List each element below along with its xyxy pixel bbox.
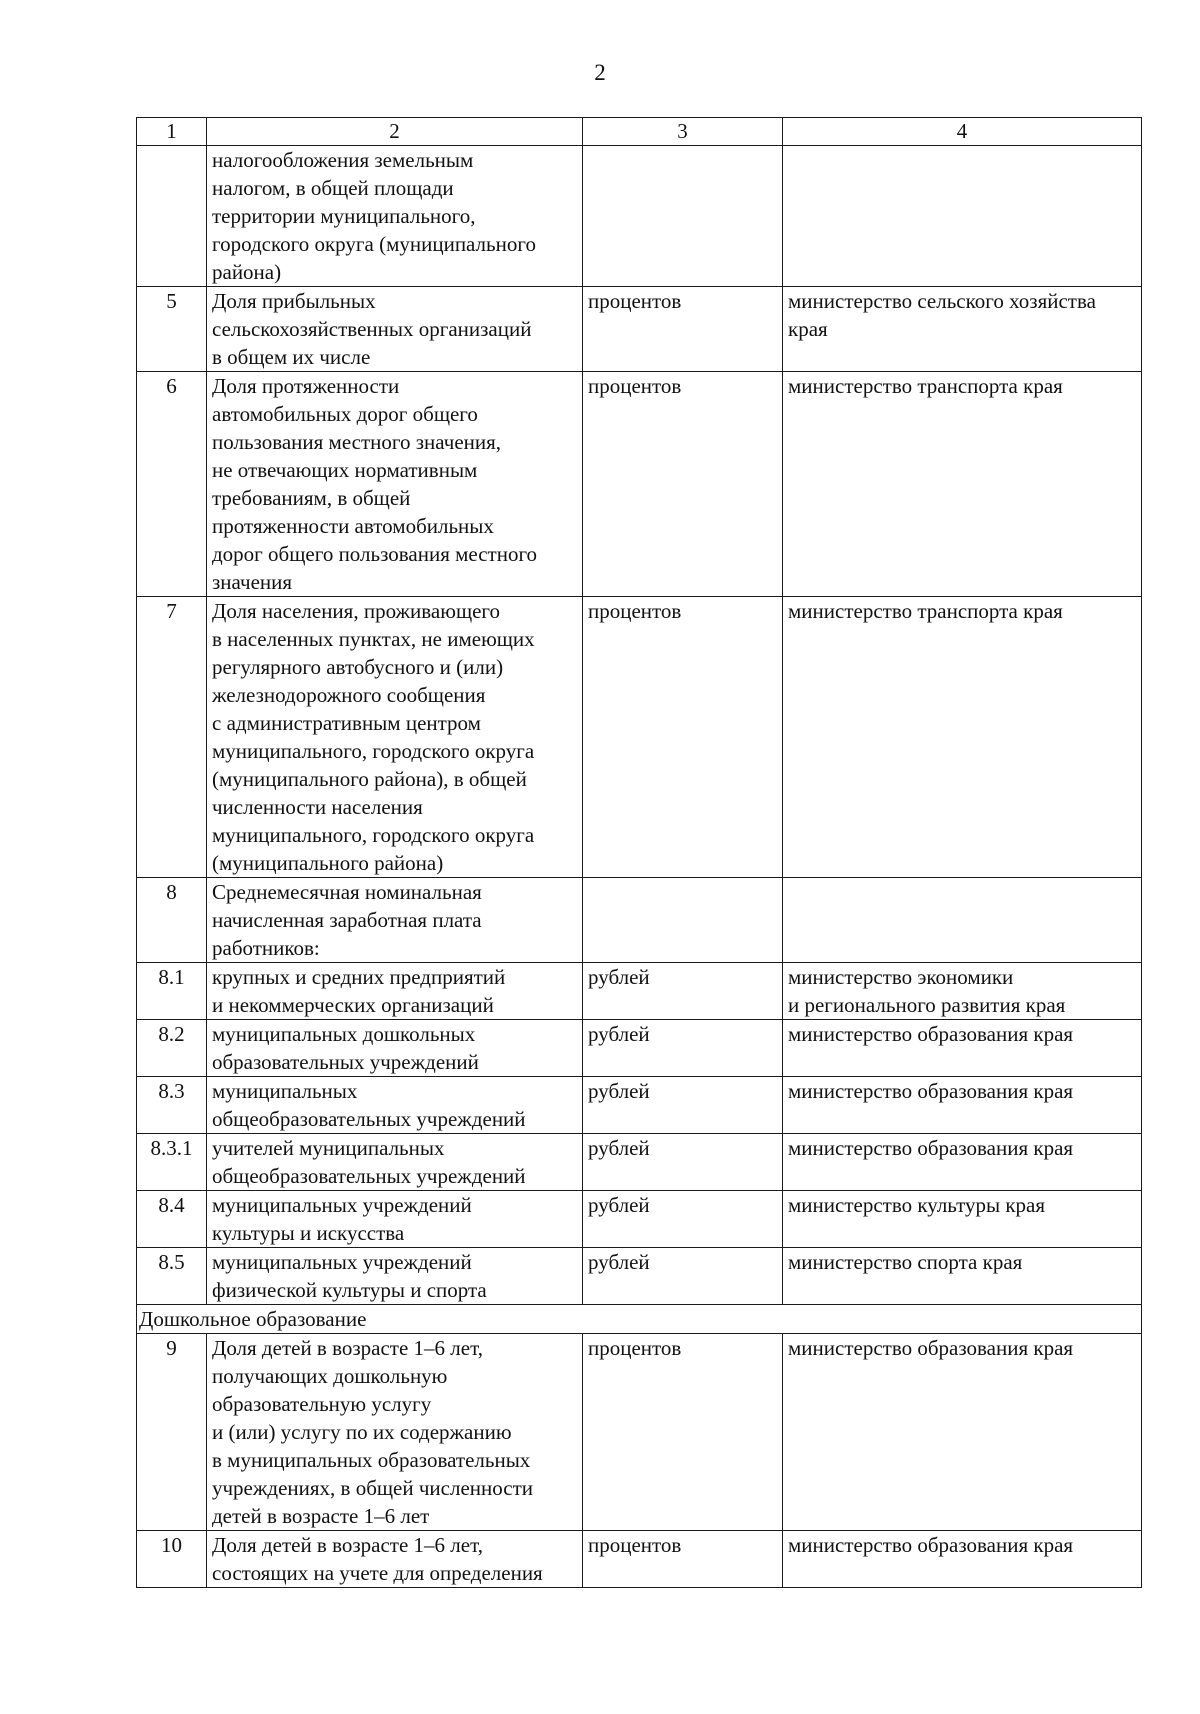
row-number: 10	[137, 1531, 207, 1588]
table-row	[137, 1334, 1142, 1531]
responsible-agency: министерство транспорта края	[783, 597, 1142, 878]
responsible-agency: министерство транспорта края	[783, 372, 1142, 597]
indicator-name: Доля прибыльных сельскохозяйственных организаций в общем их числе	[207, 287, 583, 372]
unit: рублей	[583, 1020, 783, 1077]
table-header-row	[137, 118, 1142, 146]
table-row	[137, 287, 1142, 372]
column-header-unit: 3	[583, 118, 783, 146]
indicator-name: Доля населения, проживающего в населенных пунктах, не имеющих регулярного автобусного и (или) железнодорожного сообщения с административным центром муниципального, городского округа (муниципального района), в общей численности населения муниципального, городского округа (муниципального района)	[207, 597, 583, 878]
indicator-name: крупных и средних предприятий и некоммерческих организаций	[207, 963, 583, 1020]
unit: процентов	[583, 372, 783, 597]
row-number: 6	[137, 372, 207, 597]
row-number: 8.1	[137, 963, 207, 1020]
row-number: 8.4	[137, 1191, 207, 1248]
responsible-agency: министерство образования края	[783, 1334, 1142, 1531]
row-number: 9	[137, 1334, 207, 1531]
table-row	[137, 878, 1142, 963]
responsible-agency	[783, 146, 1142, 287]
table-row	[137, 1134, 1142, 1191]
table-row	[137, 1531, 1142, 1588]
responsible-agency: министерство образования края	[783, 1077, 1142, 1134]
row-number: 8.3.1	[137, 1134, 207, 1191]
responsible-agency: министерство сельского хозяйства края	[783, 287, 1142, 372]
table-row	[137, 597, 1142, 878]
unit: рублей	[583, 1134, 783, 1191]
row-number: 8.2	[137, 1020, 207, 1077]
responsible-agency: министерство образования края	[783, 1020, 1142, 1077]
table-row	[137, 1020, 1142, 1077]
table-row	[137, 1191, 1142, 1248]
row-number: 8.5	[137, 1248, 207, 1305]
indicator-name: учителей муниципальных общеобразовательных учреждений	[207, 1134, 583, 1191]
row-number: 7	[137, 597, 207, 878]
section-row	[137, 1305, 1142, 1334]
row-number: 8	[137, 878, 207, 963]
responsible-agency: министерство экономики и регионального развития края	[783, 963, 1142, 1020]
unit: рублей	[583, 1191, 783, 1248]
indicator-name: Доля протяженности автомобильных дорог общего пользования местного значения, не отвечающих нормативным требованиям, в общей протяженности автомобильных дорог общего пользования местного значения	[207, 372, 583, 597]
unit: процентов	[583, 1531, 783, 1588]
row-number	[137, 146, 207, 287]
unit	[583, 146, 783, 287]
unit	[583, 878, 783, 963]
indicator-name: Доля детей в возрасте 1–6 лет, получающих дошкольную образовательную услугу и (или) услугу по их содержанию в муниципальных образовательных учреждениях, в общей численности детей в возрасте 1–6 лет	[207, 1334, 583, 1531]
page-number: 2	[594, 60, 606, 85]
responsible-agency: министерство культуры края	[783, 1191, 1142, 1248]
indicator-name: муниципальных дошкольных образовательных учреждений	[207, 1020, 583, 1077]
unit: рублей	[583, 1077, 783, 1134]
unit: рублей	[583, 963, 783, 1020]
row-number: 8.3	[137, 1077, 207, 1134]
table-row	[137, 146, 1142, 287]
responsible-agency: министерство образования края	[783, 1531, 1142, 1588]
responsible-agency: министерство образования края	[783, 1134, 1142, 1191]
unit: процентов	[583, 287, 783, 372]
indicator-name: налогообложения земельным налогом, в общей площади территории муниципального, городского округа (муниципального района)	[207, 146, 583, 287]
table-row	[137, 1248, 1142, 1305]
column-header-number: 1	[137, 118, 207, 146]
row-number: 5	[137, 287, 207, 372]
indicator-name: муниципальных учреждений культуры и искусства	[207, 1191, 583, 1248]
unit: процентов	[583, 597, 783, 878]
indicator-name: муниципальных общеобразовательных учреждений	[207, 1077, 583, 1134]
indicator-name: Доля детей в возрасте 1–6 лет, состоящих на учете для определения	[207, 1531, 583, 1588]
table-row	[137, 963, 1142, 1020]
responsible-agency	[783, 878, 1142, 963]
table-row	[137, 1077, 1142, 1134]
column-header-agency: 4	[783, 118, 1142, 146]
indicator-name: муниципальных учреждений физической культуры и спорта	[207, 1248, 583, 1305]
unit: процентов	[583, 1334, 783, 1531]
section-title: Дошкольное образование	[137, 1305, 1142, 1334]
unit: рублей	[583, 1248, 783, 1305]
responsible-agency: министерство спорта края	[783, 1248, 1142, 1305]
indicator-name: Среднемесячная номинальная начисленная заработная плата работников:	[207, 878, 583, 963]
indicators-table	[136, 117, 1142, 1588]
column-header-indicator: 2	[207, 118, 583, 146]
table-row	[137, 372, 1142, 597]
